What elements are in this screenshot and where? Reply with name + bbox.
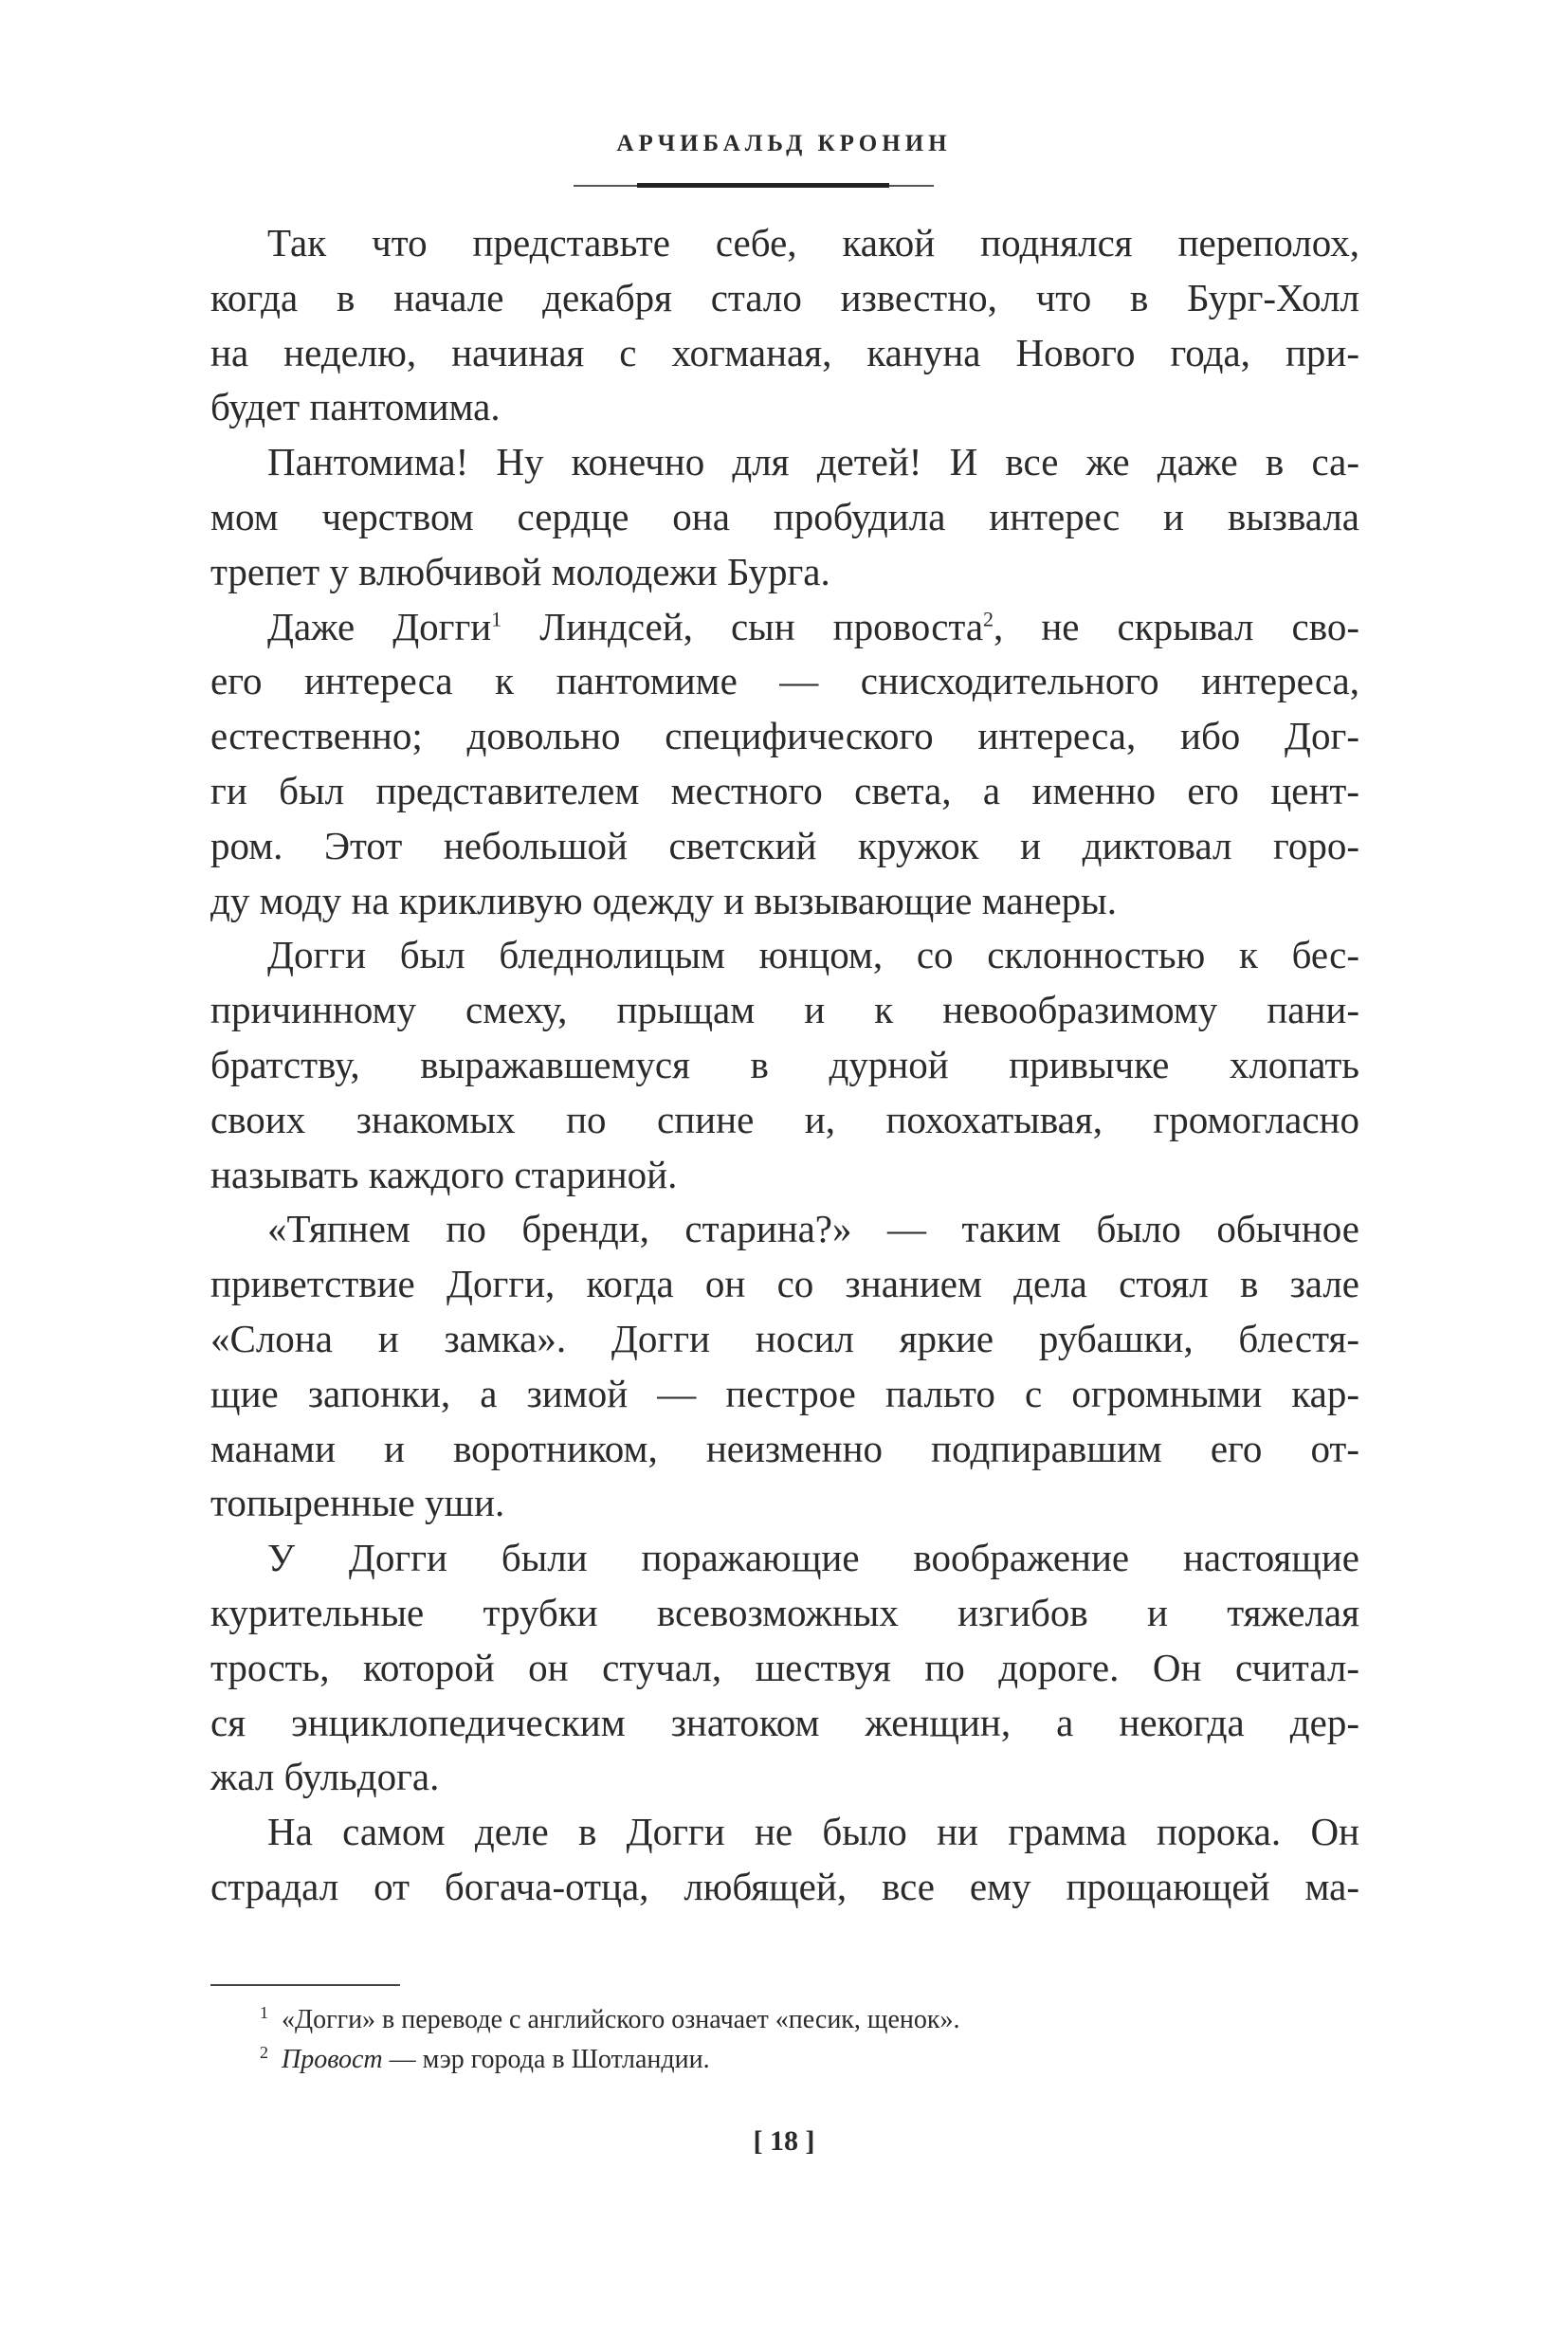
- text-line: Пантомима! Ну конечно для детей! И все же даже в са-: [267, 440, 1359, 484]
- text-line: трепет у влюбчивой молодежи Бурга.: [210, 549, 830, 593]
- text-line: ги был представителем местного света, а именно его цент-: [210, 768, 1359, 812]
- text-line: «Тяпнем по бренди, старина?» — таким было обычное: [267, 1207, 1359, 1251]
- text-line: топыренные уши.: [210, 1481, 505, 1525]
- running-head: АРЧИБАЛЬД КРОНИН: [616, 131, 952, 156]
- footnote: [260, 2000, 1350, 2040]
- text-line: на неделю, начиная с хогманая, кануна Нового года, при-: [210, 330, 1359, 374]
- text-line: На самом деле в Догги не было ни грамма порока. Он: [267, 1810, 1359, 1854]
- text-line: Так что представьте себе, какой поднялся переполох,: [267, 221, 1359, 264]
- text-line: курительные трубки всевозможных изгибов и тяжелая: [210, 1590, 1359, 1634]
- text-line: ся энциклопедическим знатоком женщин, а некогда дер-: [210, 1700, 1359, 1744]
- footnote-term: Провост: [282, 2045, 383, 2074]
- footnote-text: — мэр города в Шотландии.: [382, 2045, 710, 2074]
- page-number: [ 18 ]: [753, 2125, 815, 2157]
- text-line: когда в начале декабря стало известно, что в Бург-Холл: [210, 275, 1359, 319]
- text-line: своих знакомых по спине и, похохатывая, громогласно: [210, 1097, 1359, 1141]
- text-line: его интереса к пантомиме — снисходительного интереса,: [210, 659, 1359, 703]
- text-line: мом черством сердце она пробудила интерес и вызвала: [210, 494, 1359, 538]
- text-line: ром. Этот небольшой светский кружок и диктовал горо-: [210, 823, 1359, 867]
- text-line: ду моду на крикливую одежду и вызывающие манеры.: [210, 878, 1117, 922]
- footnote-ref: 2: [983, 606, 994, 630]
- text-line: Даже Догги$^1$ Линдсей, сын провоста$^2$, не скрывал сво-: [267, 604, 1359, 648]
- footnote-mark: 2: [260, 2042, 268, 2062]
- footnote: [260, 2040, 1350, 2080]
- footnote-mark: 1: [260, 2002, 268, 2022]
- text-line: страдал от богача-отца, любящей, все ему прощающей ма-: [210, 1864, 1359, 1908]
- text-line: жал бульдога.: [210, 1755, 440, 1799]
- text-line: «Слона и замка». Догги носил яркие рубашки, блестя-: [210, 1316, 1359, 1360]
- text-line: манами и воротником, неизменно подпиравшим его от-: [210, 1426, 1359, 1470]
- text-line: приветствие Догги, когда он со знанием дела стоял в зале: [210, 1262, 1359, 1306]
- text-line: будет пантомима.: [210, 385, 501, 429]
- footnote-rule: [210, 1984, 400, 1986]
- text-line: щие запонки, а зимой — пестрое пальто с огромными кар-: [210, 1371, 1359, 1415]
- text-line: братству, выражавшемуся в дурной привычке хлопать: [210, 1042, 1359, 1086]
- footnote-text: «Догги» в переводе с английского означает «песик, щенок».: [282, 2005, 960, 2034]
- text-line: причинному смеху, прыщам и к невообразимому пани-: [210, 988, 1359, 1032]
- body-text: [210, 216, 1359, 1915]
- text-line: называть каждого стариной.: [210, 1152, 678, 1196]
- footnote-ref: 1: [491, 606, 502, 630]
- text-line: У Догги были поражающие воображение настоящие: [267, 1536, 1359, 1580]
- text-line: естественно; довольно специфического интереса, ибо Дог-: [210, 714, 1359, 758]
- footnotes: [260, 2000, 1350, 2080]
- text-line: Догги был бледнолицым юнцом, со склонностью к бес-: [267, 933, 1359, 977]
- text-line: трость, которой он стучал, шествуя по дороге. Он считал-: [210, 1645, 1359, 1689]
- header-rule-accent: [637, 183, 889, 188]
